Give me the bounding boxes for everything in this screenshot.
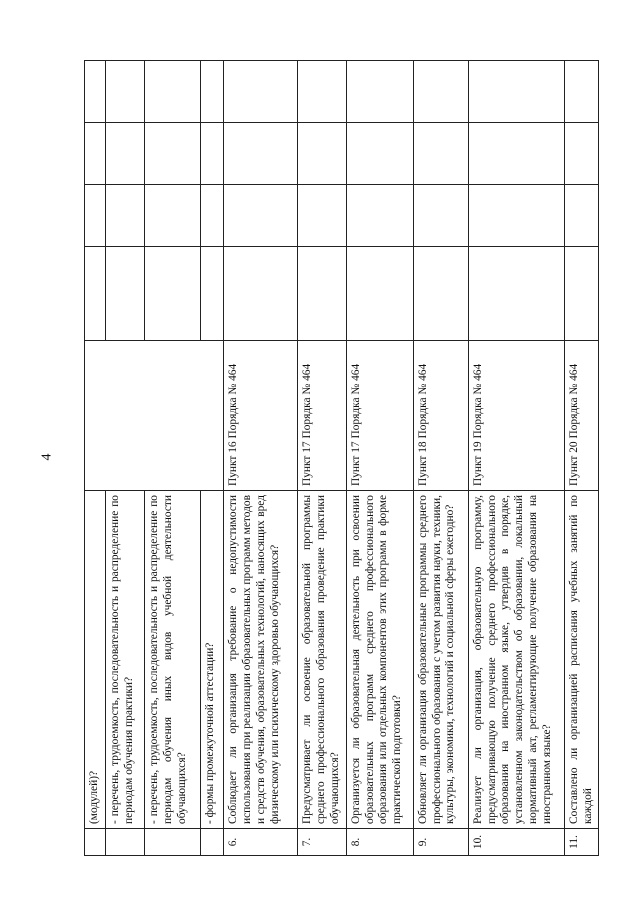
answer-no-cell [223,185,297,247]
row-number: 7. [297,829,346,856]
remarks-cell [413,61,468,123]
answer-na-cell [346,123,413,185]
row-number [200,829,223,856]
legal-reference: Пункт 18 Порядка № 464 [413,341,468,491]
legal-reference: Пункт 20 Порядка № 464 [564,341,599,491]
question-text: Составлено ли организацией расписания учебных занятий по каждой [564,491,599,829]
row-number [105,829,144,856]
answer-no-cell [468,185,564,247]
answer-no-cell [144,185,200,247]
legal-reference: Пункт 17 Порядка № 464 [297,341,346,491]
answer-yes-cell [144,247,200,341]
answer-na-cell [144,123,200,185]
table-row [413,61,468,856]
table-row [297,61,346,856]
remarks-cell [297,61,346,123]
answer-na-cell [297,123,346,185]
question-text: Соблюдает ли организация требование о недопустимости использования при реализации образовательных программ методов и средств обучения, образовательных технологий, наносящих вред физическому или психическому здоровью обучающихся? [223,491,297,829]
table-row [564,61,599,856]
answer-na-cell [105,123,144,185]
row-number: 11. [564,829,599,856]
question-text: Организуется ли образовательная деятельность при освоении образовательных программ среднего профессионального образования или отдельных компонентов этих программ в форме практической подготовки? [346,491,413,829]
question-text: (модулей)? [85,491,106,829]
answer-yes-cell [105,247,144,341]
row-number: 8. [346,829,413,856]
page-number: 4 [39,453,55,461]
row-number [144,829,200,856]
question-text: - перечень, трудоемкость, последовательность и распределение по периодам обучения иных видов учебной деятельности обучающихся? [144,491,200,829]
answer-yes-cell [346,247,413,341]
question-text: Реализует ли организация, образовательную программу, предусматривающую получение среднего профессионального образования на иностранном языке, утвердив в порядке, установленном законодательством об образовании, локальный нормативный акт, регламентирующие получение образования на иностранном языке? [468,491,564,829]
answer-yes-cell [468,247,564,341]
legal-reference: Пункт 19 Порядка № 464 [468,341,564,491]
table-row [468,61,564,856]
answer-yes-cell [413,247,468,341]
question-text: - перечень, трудоемкость, последовательность и распределение по периодам обучения практики? [105,491,144,829]
answer-no-cell [413,185,468,247]
table-row [85,61,106,856]
remarks-cell [200,61,223,123]
answer-na-cell [564,123,599,185]
row-number: 6. [223,829,297,856]
answer-yes-cell [564,247,599,341]
table-row [223,61,297,856]
question-text: Обновляет ли организация образовательные программы среднего профессионального образования с учетом развития науки, техники, культуры, экономики, технологий и социальной сферы ежегодно? [413,491,468,829]
row-number: 10. [468,829,564,856]
answer-na-cell [468,123,564,185]
remarks-cell [468,61,564,123]
answer-no-cell [85,185,106,247]
answer-no-cell [105,185,144,247]
remarks-cell [105,61,144,123]
answer-na-cell [413,123,468,185]
answer-yes-cell [297,247,346,341]
row-number: 9. [413,829,468,856]
remarks-cell [144,61,200,123]
answer-no-cell [297,185,346,247]
answer-no-cell [200,185,223,247]
legal-reference [85,341,224,491]
answer-yes-cell [85,247,106,341]
legal-reference: Пункт 17 Порядка № 464 [346,341,413,491]
remarks-cell [564,61,599,123]
answer-na-cell [223,123,297,185]
remarks-cell [85,61,106,123]
answer-na-cell [200,123,223,185]
remarks-cell [223,61,297,123]
answer-no-cell [564,185,599,247]
answer-yes-cell [223,247,297,341]
legal-reference: Пункт 16 Порядка № 464 [223,341,297,491]
remarks-cell [346,61,413,123]
answer-no-cell [346,185,413,247]
question-text: - формы промежуточной аттестации? [200,491,223,829]
row-number [85,829,106,856]
table-row [346,61,413,856]
question-text: Предусматривает ли освоение образовательной программы среднего профессионального образования проведение практики обучающихся? [297,491,346,829]
answer-yes-cell [200,247,223,341]
answer-na-cell [85,123,106,185]
rotated-content [84,61,594,856]
checklist-table [84,60,599,856]
